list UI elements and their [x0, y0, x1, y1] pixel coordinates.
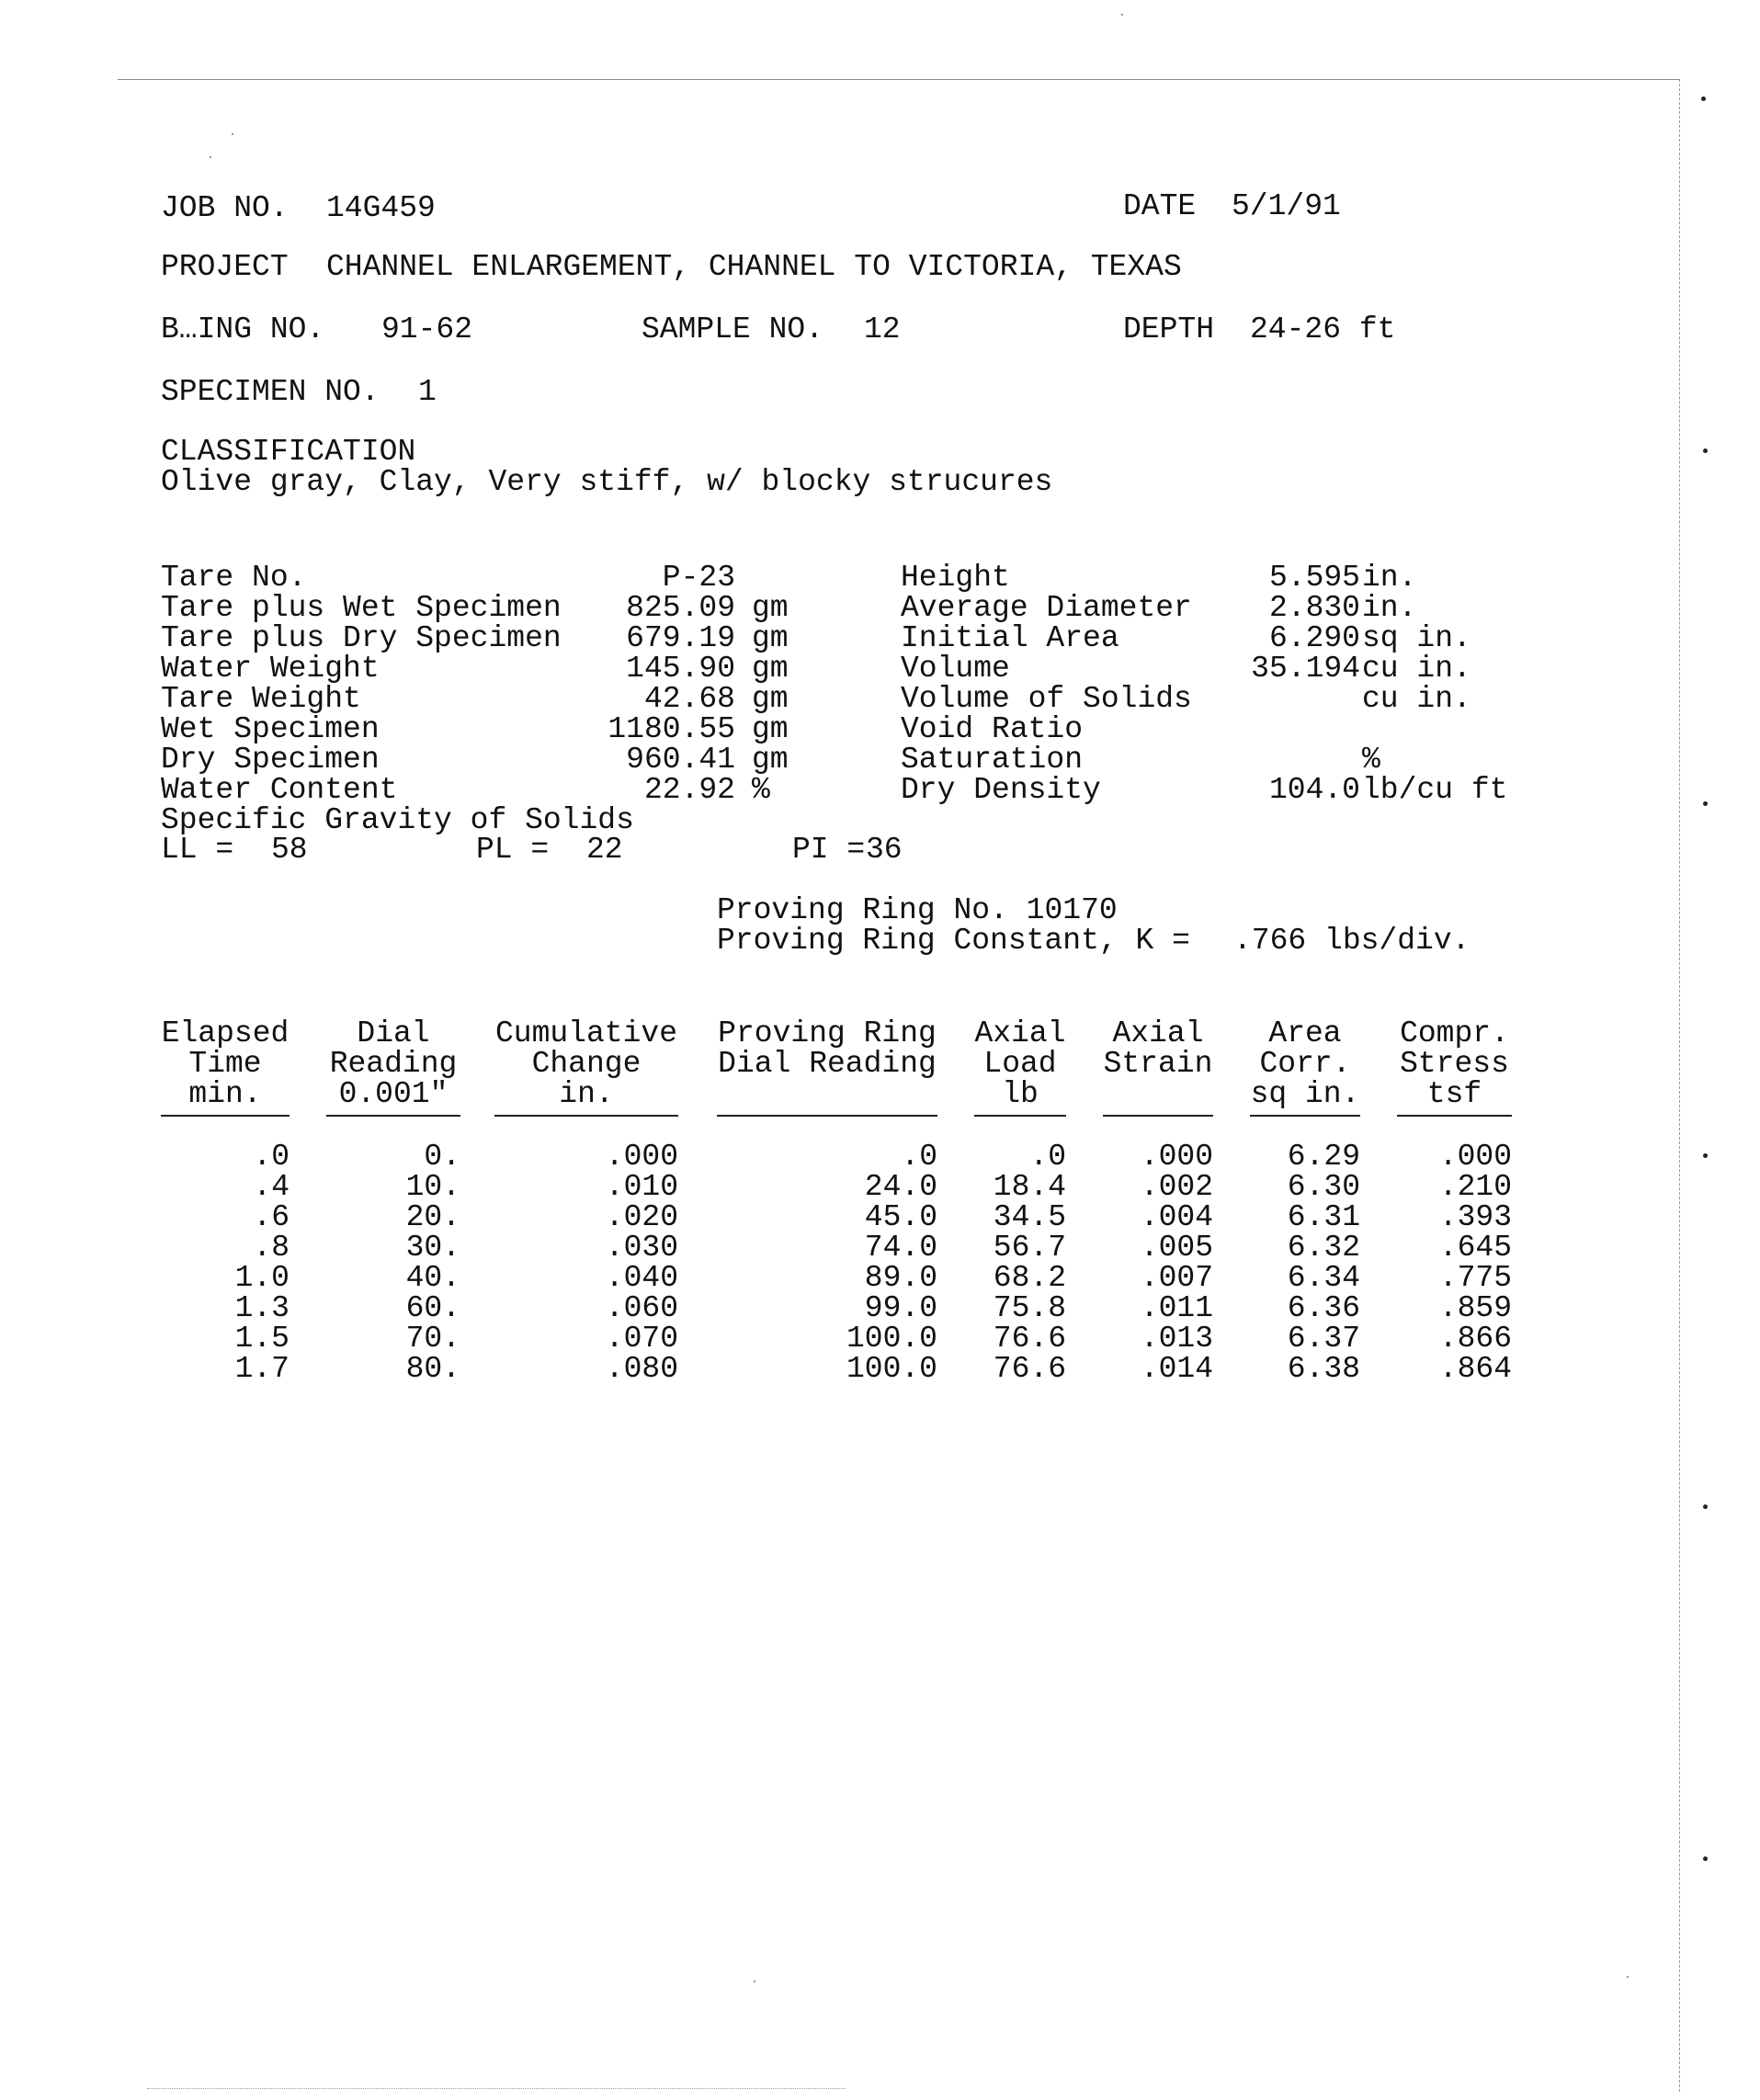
property-value: 1180.55 — [607, 712, 735, 746]
table-cell-area-corr: 6.34 — [1287, 1261, 1360, 1295]
property-unit: gm — [752, 743, 789, 777]
property-unit: % — [752, 773, 770, 807]
table-cell-dial-reading: 20. — [405, 1200, 460, 1234]
property-value: 35.194 — [1251, 652, 1360, 686]
proving-ring-constant-value: .766 lbs/div. — [1233, 924, 1470, 958]
table-cell-compr-stress: .775 — [1438, 1261, 1512, 1295]
column-header-axial-load: Load — [983, 1047, 1057, 1081]
table-cell-compr-stress: .393 — [1438, 1200, 1512, 1234]
proving-ring-number: Proving Ring No. 10170 — [717, 893, 1118, 927]
property-value: 6.290 — [1268, 621, 1360, 655]
column-header-dial-reading: Reading — [329, 1047, 458, 1081]
column-header-cumulative-change: Change — [531, 1047, 642, 1081]
job-no-label: JOB NO. — [161, 191, 289, 225]
table-cell-compr-stress: .864 — [1438, 1352, 1512, 1386]
property-label: Tare Weight — [161, 682, 361, 716]
column-header-axial-strain: Strain — [1103, 1047, 1213, 1081]
property-label: Tare plus Dry Specimen — [161, 621, 562, 655]
table-cell-area-corr: 6.31 — [1287, 1200, 1360, 1234]
scan-speck — [1703, 1504, 1708, 1509]
column-header-rule — [494, 1115, 678, 1117]
proving-ring-constant-label: Proving Ring Constant, K = — [717, 924, 1190, 958]
property-unit: in. — [1362, 561, 1417, 595]
boring-no-value: 91-62 — [381, 312, 473, 346]
property-label: Volume — [901, 652, 1010, 686]
table-cell-area-corr: 6.36 — [1287, 1291, 1360, 1325]
column-header-rule — [326, 1115, 460, 1117]
property-value: 679.19 — [626, 621, 735, 655]
property-unit: cu in. — [1362, 682, 1471, 716]
table-cell-dial-reading: 80. — [405, 1352, 460, 1386]
property-unit: gm — [752, 621, 789, 655]
column-header-elapsed-time: Elapsed — [161, 1016, 290, 1050]
property-unit: gm — [752, 682, 789, 716]
property-unit: gm — [752, 591, 789, 625]
column-header-axial-load: Axial — [974, 1016, 1066, 1050]
column-header-area-corr: sq in. — [1250, 1077, 1360, 1111]
column-header-rule — [717, 1115, 937, 1117]
column-header-cumulative-change: in. — [559, 1077, 614, 1111]
table-cell-dial-reading: 0. — [424, 1140, 460, 1174]
date-label: DATE — [1123, 189, 1197, 223]
sample-no-label: SAMPLE NO. — [642, 312, 824, 346]
table-cell-axial-load: .0 — [1029, 1140, 1066, 1174]
property-label: Dry Specimen — [161, 743, 380, 777]
liquid-limit-value: 58 — [271, 833, 308, 867]
table-cell-proving-ring-dial: 89.0 — [864, 1261, 937, 1295]
column-header-compr-stress: Compr. — [1400, 1016, 1509, 1050]
property-label: Water Weight — [161, 652, 380, 686]
property-label: Tare plus Wet Specimen — [161, 591, 562, 625]
property-value: 104.0 — [1268, 773, 1360, 807]
column-header-proving-ring-dial: Dial Reading — [718, 1047, 937, 1081]
liquid-limit-label: LL = — [161, 833, 234, 867]
table-cell-axial-load: 76.6 — [993, 1352, 1066, 1386]
column-header-rule — [1250, 1115, 1360, 1117]
table-cell-compr-stress: .210 — [1438, 1170, 1512, 1204]
table-cell-cumulative-change: .020 — [605, 1200, 678, 1234]
column-header-elapsed-time: Time — [188, 1047, 262, 1081]
scan-dust — [1121, 14, 1123, 16]
depth-label: DEPTH — [1123, 312, 1215, 346]
property-label: Average Diameter — [901, 591, 1192, 625]
property-label: Void Ratio — [901, 712, 1084, 746]
property-unit: lb/cu ft — [1362, 773, 1508, 807]
scan-dust — [1627, 1976, 1629, 1978]
table-cell-dial-reading: 70. — [405, 1322, 460, 1356]
specimen-no-label: SPECIMEN NO. — [161, 375, 380, 409]
table-cell-axial-strain: .013 — [1140, 1322, 1213, 1356]
table-cell-cumulative-change: .040 — [605, 1261, 678, 1295]
property-unit: in. — [1362, 591, 1417, 625]
column-header-rule — [1103, 1115, 1213, 1117]
table-cell-area-corr: 6.30 — [1287, 1170, 1360, 1204]
job-no-value: 14G459 — [326, 191, 436, 225]
table-cell-axial-strain: .004 — [1140, 1200, 1213, 1234]
property-value: 960.41 — [626, 743, 735, 777]
scan-dust — [754, 1981, 755, 1982]
table-cell-elapsed-time: 1.0 — [234, 1261, 290, 1295]
table-cell-elapsed-time: .0 — [253, 1140, 290, 1174]
table-cell-axial-load: 75.8 — [993, 1291, 1066, 1325]
scan-speck — [1703, 1856, 1708, 1861]
table-cell-proving-ring-dial: 100.0 — [846, 1352, 937, 1386]
table-cell-cumulative-change: .080 — [605, 1352, 678, 1386]
date-value: 5/1/91 — [1232, 189, 1341, 223]
table-cell-elapsed-time: .4 — [253, 1170, 290, 1204]
column-header-elapsed-time: min. — [188, 1077, 262, 1111]
property-unit: gm — [752, 652, 789, 686]
scan-dust — [210, 156, 211, 158]
table-cell-cumulative-change: .010 — [605, 1170, 678, 1204]
specimen-no-value: 1 — [418, 375, 437, 409]
page-border-bottom — [147, 2088, 846, 2089]
table-cell-elapsed-time: 1.3 — [234, 1291, 290, 1325]
property-value: P-23 — [662, 561, 735, 595]
table-cell-axial-strain: .014 — [1140, 1352, 1213, 1386]
column-header-area-corr: Corr. — [1259, 1047, 1351, 1081]
table-cell-proving-ring-dial: 74.0 — [864, 1231, 937, 1265]
scan-speck — [1703, 1153, 1708, 1158]
column-header-axial-strain: Axial — [1112, 1016, 1204, 1050]
sample-no-value: 12 — [864, 312, 901, 346]
project-label: PROJECT — [161, 250, 289, 284]
table-cell-axial-load: 34.5 — [993, 1200, 1066, 1234]
column-header-compr-stress: tsf — [1426, 1077, 1482, 1111]
table-cell-axial-load: 76.6 — [993, 1322, 1066, 1356]
table-cell-cumulative-change: .000 — [605, 1140, 678, 1174]
plastic-limit-value: 22 — [586, 833, 623, 867]
table-cell-elapsed-time: 1.7 — [234, 1352, 290, 1386]
project-value: CHANNEL ENLARGEMENT, CHANNEL TO VICTORIA, TEXAS — [326, 250, 1182, 284]
table-cell-dial-reading: 30. — [405, 1231, 460, 1265]
property-label: Dry Density — [901, 773, 1101, 807]
table-cell-cumulative-change: .060 — [605, 1291, 678, 1325]
table-cell-dial-reading: 60. — [405, 1291, 460, 1325]
table-cell-elapsed-time: 1.5 — [234, 1322, 290, 1356]
column-header-dial-reading: 0.001" — [338, 1077, 449, 1111]
scan-speck — [1701, 96, 1706, 101]
table-cell-axial-strain: .011 — [1140, 1291, 1213, 1325]
table-cell-area-corr: 6.32 — [1287, 1231, 1360, 1265]
property-label: Wet Specimen — [161, 712, 380, 746]
table-cell-axial-load: 18.4 — [993, 1170, 1066, 1204]
table-cell-area-corr: 6.38 — [1287, 1352, 1360, 1386]
property-value: 2.830 — [1268, 591, 1360, 625]
table-cell-axial-strain: .002 — [1140, 1170, 1213, 1204]
table-cell-axial-load: 68.2 — [993, 1261, 1066, 1295]
plastic-limit-label: PL = — [476, 833, 550, 867]
scan-speck — [1703, 448, 1708, 453]
property-unit: gm — [752, 712, 789, 746]
column-header-rule — [161, 1115, 290, 1117]
table-cell-dial-reading: 40. — [405, 1261, 460, 1295]
table-cell-area-corr: 6.29 — [1287, 1140, 1360, 1174]
classification-label: CLASSIFICATION — [161, 435, 416, 469]
table-cell-proving-ring-dial: 99.0 — [864, 1291, 937, 1325]
table-cell-dial-reading: 10. — [405, 1170, 460, 1204]
property-unit: cu in. — [1362, 652, 1471, 686]
table-cell-compr-stress: .000 — [1438, 1140, 1512, 1174]
property-label: Volume of Solids — [901, 682, 1192, 716]
property-label: Tare No. — [161, 561, 307, 595]
table-cell-proving-ring-dial: 45.0 — [864, 1200, 937, 1234]
table-cell-compr-stress: .866 — [1438, 1322, 1512, 1356]
scan-speck — [1703, 801, 1708, 806]
property-label: Specific Gravity of Solids — [161, 803, 634, 837]
table-cell-proving-ring-dial: 100.0 — [846, 1322, 937, 1356]
table-cell-elapsed-time: .6 — [253, 1200, 290, 1234]
column-header-dial-reading: Dial — [357, 1016, 430, 1050]
table-cell-axial-load: 56.7 — [993, 1231, 1066, 1265]
column-header-rule — [974, 1115, 1066, 1117]
property-unit: sq in. — [1362, 621, 1471, 655]
table-cell-axial-strain: .005 — [1140, 1231, 1213, 1265]
table-cell-proving-ring-dial: .0 — [901, 1140, 937, 1174]
table-cell-compr-stress: .645 — [1438, 1231, 1512, 1265]
table-cell-area-corr: 6.37 — [1287, 1322, 1360, 1356]
classification-value: Olive gray, Clay, Very stiff, w/ blocky strucures — [161, 465, 1053, 499]
boring-no-label: B…ING NO. — [161, 312, 325, 346]
page-border-top — [118, 79, 1680, 80]
property-label: Water Content — [161, 773, 398, 807]
table-cell-compr-stress: .859 — [1438, 1291, 1512, 1325]
depth-value: 24-26 ft — [1250, 312, 1396, 346]
table-cell-axial-strain: .007 — [1140, 1261, 1213, 1295]
table-cell-cumulative-change: .070 — [605, 1322, 678, 1356]
property-value: 22.92 — [643, 773, 735, 807]
column-header-rule — [1397, 1115, 1512, 1117]
plasticity-index-value: 36 — [866, 833, 903, 867]
property-label: Initial Area — [901, 621, 1119, 655]
column-header-area-corr: Area — [1268, 1016, 1342, 1050]
property-value: 145.90 — [626, 652, 735, 686]
table-cell-axial-strain: .000 — [1140, 1140, 1213, 1174]
property-label: Height — [901, 561, 1010, 595]
column-header-cumulative-change: Cumulative — [494, 1016, 678, 1050]
table-cell-proving-ring-dial: 24.0 — [864, 1170, 937, 1204]
table-cell-cumulative-change: .030 — [605, 1231, 678, 1265]
plasticity-index-label: PI = — [792, 833, 866, 867]
property-unit: % — [1362, 743, 1380, 777]
scan-dust — [232, 133, 233, 135]
column-header-axial-load: lb — [1002, 1077, 1039, 1111]
column-header-proving-ring-dial: Proving Ring — [718, 1016, 937, 1050]
column-header-compr-stress: Stress — [1400, 1047, 1509, 1081]
property-value: 825.09 — [626, 591, 735, 625]
property-value: 42.68 — [643, 682, 735, 716]
page-border-right — [1679, 79, 1680, 2092]
table-cell-elapsed-time: .8 — [253, 1231, 290, 1265]
property-label: Saturation — [901, 743, 1084, 777]
property-value: 5.595 — [1268, 561, 1360, 595]
